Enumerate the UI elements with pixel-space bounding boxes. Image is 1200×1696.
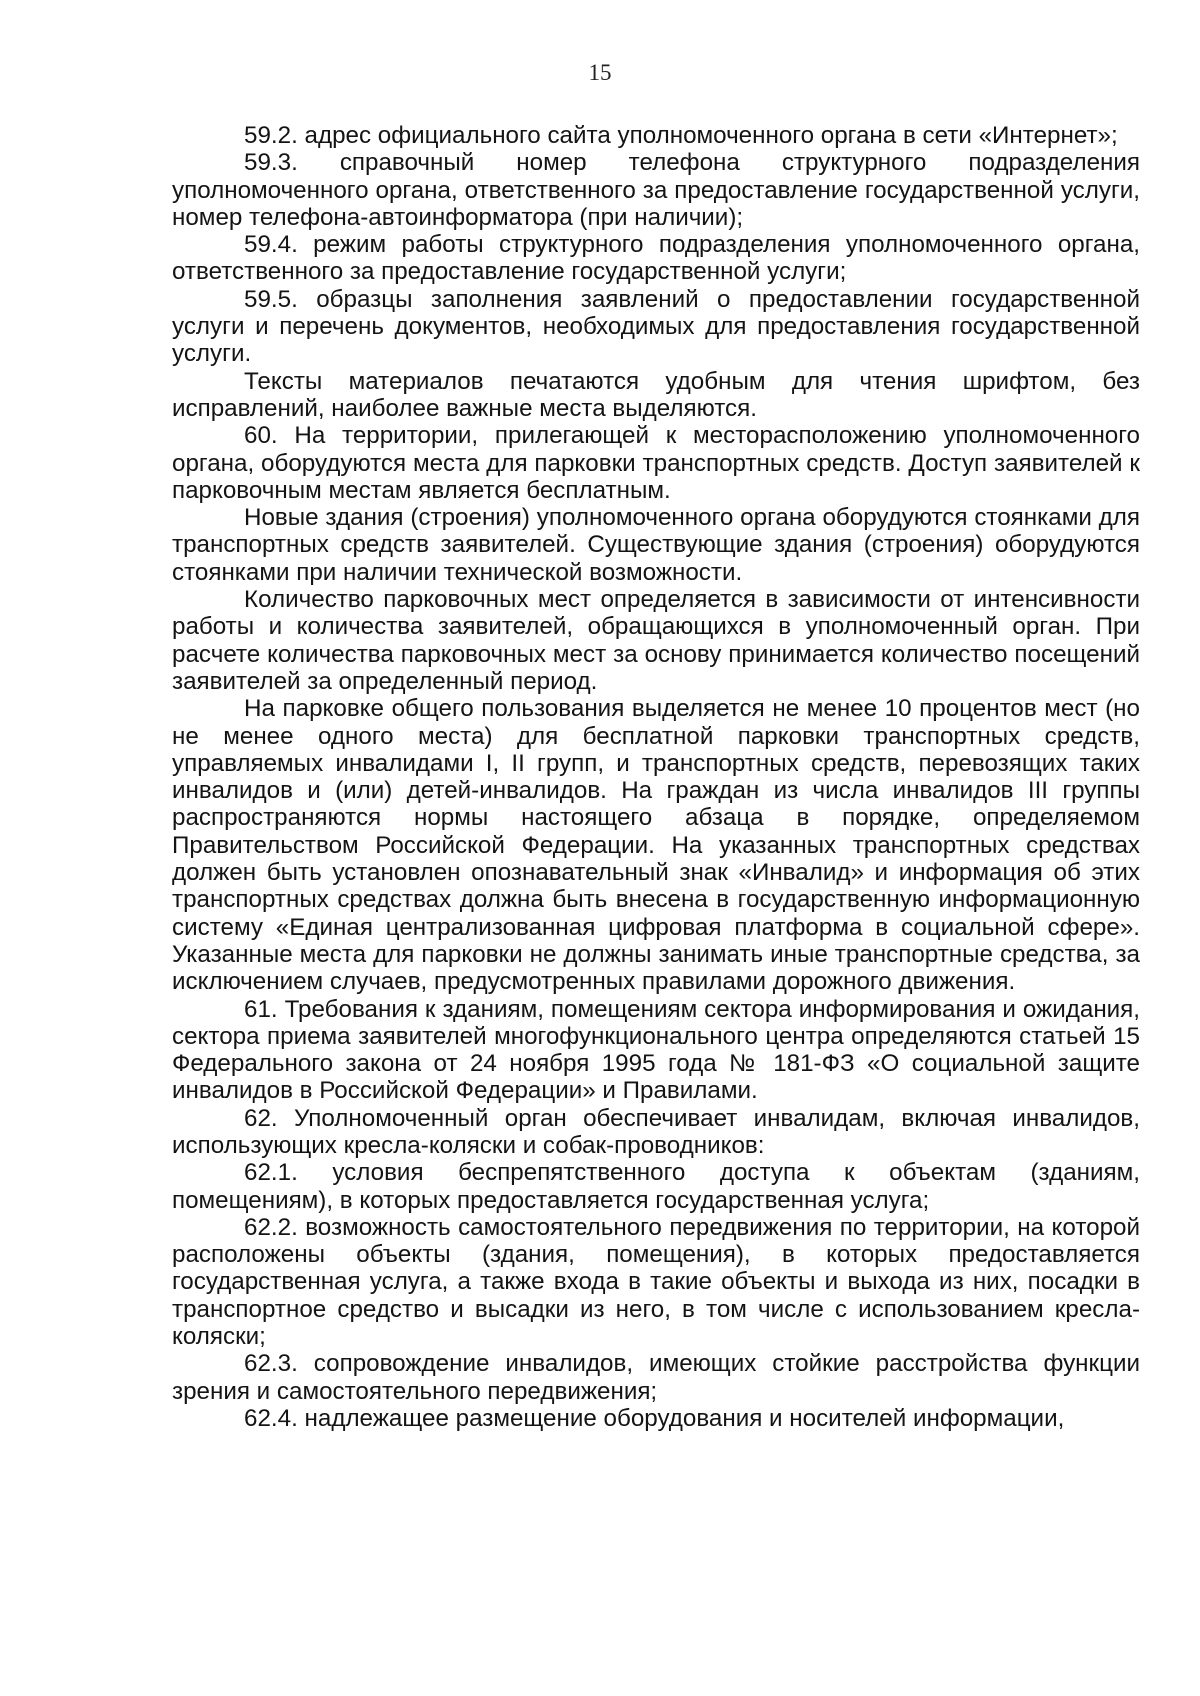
paragraph-62-3: 62.3. сопровождение инвалидов, имеющих стойкие расстройства функции зрения и самостоятельного передвижения; (172, 1350, 1140, 1405)
paragraph-62: 62. Уполномоченный орган обеспечивает инвалидам, включая инвалидов, использующих кресла-коляски и собак-проводников: (172, 1104, 1140, 1159)
paragraph-59-2: 59.2. адрес официального сайта уполномоченного органа в сети «Интернет»; (244, 122, 1118, 149)
paragraph-61: 61. Требования к зданиям, помещениям сектора информирования и ожидания, сектора приема заявителей многофункционального центра определяются статьей 15 Федерального закона от 24 ноября 1995 года № 181-ФЗ «О социальной защите инвалидов в Российской Федерации» и Правилами. (172, 995, 1140, 1105)
page-number: 15 (588, 60, 612, 85)
paragraph-62-2: 62.2. возможность самостоятельного передвижения по территории, на которой расположены объекты (здания, помещения), в которых предоставляется государственная услуга, а также входа в такие объекты и выхода из них, посадки в транспортное средство и высадки из него, в том числе с использованием кресла-коляски; (172, 1213, 1140, 1351)
paragraph-59-5: 59.5. образцы заполнения заявлений о предоставлении государственной услуги и перечень документов, необходимых для предоставления государственной услуги. (172, 285, 1140, 368)
paragraph-texts-printing: Тексты материалов печатаются удобным для чтения шрифтом, без исправлений, наиболее важные места выделяются. (172, 367, 1140, 422)
paragraph-59-4: 59.4. режим работы структурного подразделения уполномоченного органа, ответственного за предоставление государственной услуги; (172, 231, 1140, 286)
paragraph-60: 60. На территории, прилегающей к месторасположению уполномоченного органа, оборудуются места для парковки транспортных средств. Доступ заявителей к парковочным местам является бесплатным. (172, 422, 1140, 504)
paragraph-62-1: 62.1. условия беспрепятственного доступа к объектам (зданиям, помещениям), в которых предоставляется государственная услуга; (172, 1159, 1140, 1214)
document-body (172, 122, 1140, 1432)
paragraph-parking-count: Количество парковочных мест определяется в зависимости от интенсивности работы и количества заявителей, обращающихся в уполномоченный орган. При расчете количества парковочных мест за основу принимается количество посещений заявителей за определенный период. (172, 586, 1140, 695)
paragraph-59-3: 59.3. справочный номер телефона структурного подразделения уполномоченного органа, ответственного за предоставление государственной услуги, номер телефона-автоинформатора (при наличии); (172, 149, 1140, 231)
paragraph-62-4: 62.4. надлежащее размещение оборудования и носителей информации, (244, 1404, 1065, 1432)
paragraph-new-buildings: Новые здания (строения) уполномоченного органа оборудуются стоянками для транспортных средств заявителей. Существующие здания (строения) оборудуются стоянками при наличии технической возможности. (172, 504, 1140, 586)
paragraph-disabled-parking: На парковке общего пользования выделяется не менее 10 процентов мест (но не менее одного места) для бесплатной парковки транспортных средств, управляемых инвалидами I, II групп, и транспортных средств, перевозящих таких инвалидов и (или) детей-инвалидов. На граждан из числа инвалидов III группы распространяются нормы настоящего абзаца в порядке, определяемом Правительством Российской Федерации. На указанных транспортных средствах должен быть установлен опознавательный знак «Инвалид» и информация об этих транспортных средствах должна быть внесена в государственную информационную систему «Единая централизованная цифровая платформа в социальной сфере». Указанные места для парковки не должны занимать иные транспортные средства, за исключением случаев, предусмотренных правилами дорожного движения. (172, 695, 1140, 996)
